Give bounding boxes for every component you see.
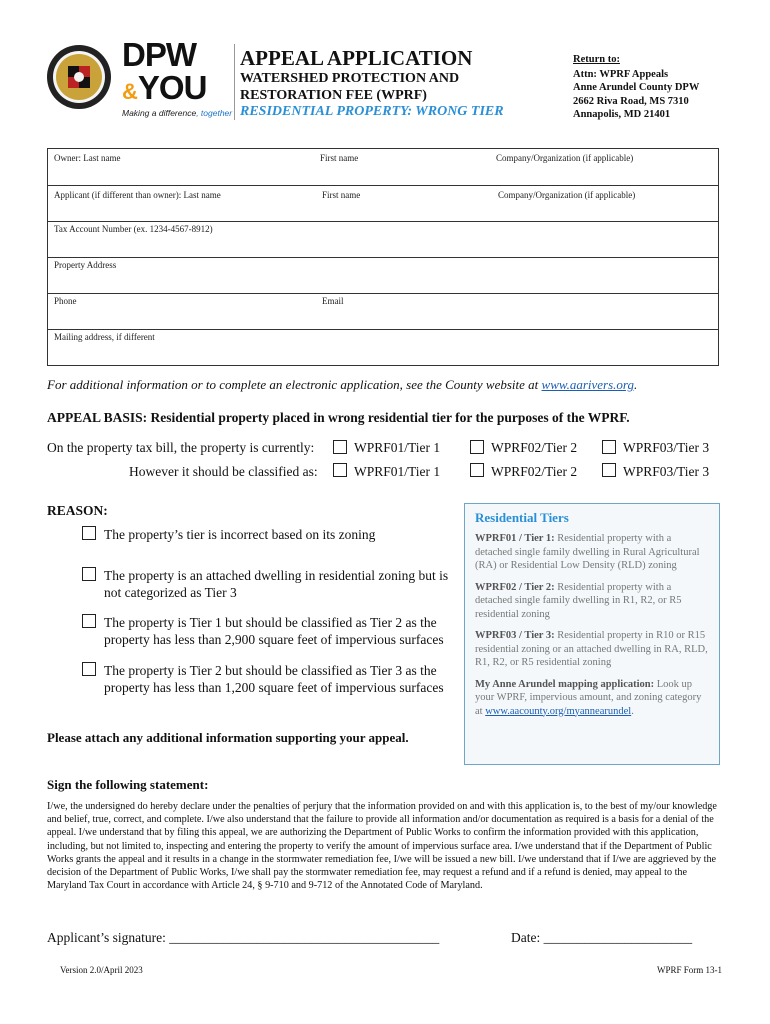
- return-line: Attn: WPRF Appeals: [573, 68, 669, 80]
- mapping-app-description: [475, 678, 709, 719]
- mapping-app-text: Look up your WPRF, impervious amount, and zoning category at: [475, 678, 702, 717]
- residential-tiers-panel: [464, 503, 720, 765]
- return-label: Return to:: [573, 54, 620, 65]
- current-tier2-label: WPRF02/Tier 2: [491, 440, 578, 455]
- property-address-field[interactable]: Property Address: [54, 260, 117, 270]
- tier1-title: WPRF01 / Tier 1:: [475, 533, 555, 544]
- reason-attached-checkbox[interactable]: [82, 567, 96, 581]
- info-text: For additional information or to complete an electronic application, see the County website at: [47, 377, 542, 392]
- mailing-row: [48, 329, 718, 368]
- email-field[interactable]: Email: [322, 296, 344, 306]
- tier1-description: [475, 532, 709, 573]
- should-be-tier3-checkbox[interactable]: [602, 463, 616, 477]
- return-line: Annapolis, MD 21401: [573, 109, 671, 120]
- dpw-logo-text: DPW: [122, 36, 196, 73]
- attach-instruction: Please attach any additional information supporting your appeal.: [47, 730, 409, 745]
- county-seal-logo: [46, 44, 112, 110]
- page-subtitle-tier: RESIDENTIAL PROPERTY: WRONG TIER: [240, 104, 504, 119]
- form-number-footer: WPRF Form 13-1: [657, 965, 723, 975]
- tier2-title: WPRF02 / Tier 2:: [475, 581, 555, 593]
- reason-heading: REASON:: [47, 503, 108, 518]
- reason-attached-label: The property is an attached dwelling in residential zoning but is not categorized as Tier 3: [104, 568, 449, 600]
- tier3-text: Residential property in R10 or R15 residential zoning or an attached dwelling in RA, RLD, R1, R2, or R5 residential zoning: [475, 630, 708, 668]
- sign-heading: Sign the following statement:: [47, 777, 209, 792]
- owner-last-name-field[interactable]: Owner: Last name: [54, 153, 121, 163]
- return-line: Anne Arundel County DPW: [573, 82, 700, 93]
- owner-row: [48, 149, 718, 185]
- current-tier1-label: WPRF01/Tier 1: [354, 440, 441, 455]
- should-be-tier1-label: WPRF01/Tier 1: [354, 464, 441, 479]
- reason-zoning-label: The property’s tier is incorrect based on its zoning: [104, 527, 376, 542]
- perjury-statement: I/we, the undersigned do hereby declare under the penalties of perjury that the information provided on and with this application is, to the best of my/our knowledge and belief, true, correct, and complete. I/we also understand that the failure to provide all information and/or documentation as required is a basis for a denial of the appeal. I/we understand that by filing this appeal, we are authorizing the Department of Public Works to confirm the information provided with this application, including, but not limited to, inspecting and entering the property to verify the amount of impervious surface area. I/we understand that if the Department of Public Works grants the appeal and it results in a change in the stormwater remediation fee, I/we will be issued a new bill. I/we understand that if I/we are aggrieved by the decision of the Department of Public Works, I/we shall pay the stormwater remediation fee, may request a refund and if a refund is denied, may appeal to the Maryland Tax Court in accordance with Article 24, § 9-710 and 9-712 of the Annotated Code of Maryland.: [47, 801, 717, 892]
- reason-tier1-to-tier2-checkbox[interactable]: [82, 614, 96, 628]
- should-be-tier1-checkbox[interactable]: [333, 463, 347, 477]
- owner-company-field[interactable]: Company/Organization (if applicable): [496, 153, 634, 163]
- owner-first-name-field[interactable]: First name: [320, 153, 359, 163]
- tier1-text: Residential property with a detached single family dwelling in Rural Agricultural (RA) or Residential Low Density (RLD) zoning: [475, 533, 700, 571]
- contact-row: [48, 293, 718, 330]
- appeal-basis-heading: APPEAL BASIS: Residential property placed in wrong residential tier for the purposes of the WPRF.: [47, 410, 630, 425]
- current-tier3-checkbox[interactable]: [602, 440, 616, 454]
- ampersand-logo: &: [122, 79, 138, 104]
- logo-tagline: [122, 108, 232, 118]
- info-end: .: [634, 377, 638, 392]
- logo-tagline-part-2: , together: [196, 108, 233, 118]
- tax-account-row: [48, 221, 718, 258]
- mapping-app-link[interactable]: www.aacounty.org/myannearundel: [485, 705, 632, 717]
- return-line: 2662 Riva Road, MS 7310: [573, 95, 689, 107]
- info-line: [47, 377, 637, 393]
- header-divider: [234, 44, 235, 120]
- tier3-description: [475, 629, 709, 670]
- subtitle-line-2: RESTORATION FEE (WPRF): [240, 88, 427, 103]
- subtitle-line-1: WATERSHED PROTECTION AND: [240, 71, 460, 86]
- reason-zoning-checkbox[interactable]: [82, 526, 96, 540]
- mapping-app-end: .: [631, 705, 634, 717]
- current-tier1-checkbox[interactable]: [333, 440, 347, 454]
- applicant-company-field[interactable]: Company/Organization (if applicable): [498, 190, 636, 200]
- phone-field[interactable]: Phone: [54, 296, 77, 306]
- applicant-first-name-field[interactable]: First name: [322, 190, 361, 200]
- should-be-tier3-label: WPRF03/Tier 3: [623, 464, 710, 479]
- tier3-title: WPRF03 / Tier 3:: [475, 630, 555, 641]
- current-tier3-label: WPRF03/Tier 3: [623, 440, 710, 455]
- applicant-form: [47, 148, 719, 366]
- return-address: [573, 53, 699, 122]
- mapping-app-title: My Anne Arundel mapping application:: [475, 678, 655, 690]
- mailing-address-field[interactable]: Mailing address, if different: [54, 332, 155, 342]
- should-be-tier2-checkbox[interactable]: [470, 463, 484, 477]
- current-tier-question: On the property tax bill, the property is currently:: [47, 440, 315, 455]
- page-title: APPEAL APPLICATION: [240, 46, 473, 70]
- tax-account-field[interactable]: Tax Account Number (ex. 1234-4567-8912): [54, 224, 213, 234]
- date-line[interactable]: Date: ______________________: [511, 930, 693, 945]
- reason-tier2-to-tier3-checkbox[interactable]: [82, 662, 96, 676]
- should-be-tier2-label: WPRF02/Tier 2: [491, 464, 578, 479]
- should-be-tier-question: However it should be classified as:: [129, 464, 318, 479]
- version-footer: Version 2.0/April 2023: [60, 965, 143, 975]
- property-address-row: [48, 257, 718, 294]
- aarivers-link[interactable]: www.aarivers.org: [541, 377, 635, 392]
- logo-tagline-part-1: Making a difference: [122, 108, 197, 118]
- you-logo-text: [122, 69, 207, 107]
- page-subtitle: [240, 70, 540, 104]
- reason-tier2-to-tier3-label: The property is Tier 2 but should be classified as Tier 3 as the property has less than 1,200 square feet of impervious surfaces: [104, 663, 444, 695]
- applicant-row: [48, 185, 718, 222]
- reason-tier1-to-tier2-label: The property is Tier 1 but should be classified as Tier 2 as the property has less than 2,900 square feet of impervious surfaces: [104, 615, 444, 647]
- current-tier2-checkbox[interactable]: [470, 440, 484, 454]
- tier2-description: [475, 581, 709, 622]
- tier2-text: Residential property with a detached single family dwelling in R1, R2, or R5 residential zoning: [475, 581, 682, 620]
- residential-tiers-heading: Residential Tiers: [475, 510, 569, 525]
- you-logo-word: YOU: [137, 69, 207, 106]
- applicant-last-name-field[interactable]: Applicant (if different than owner): Last name: [54, 190, 221, 200]
- signature-line[interactable]: Applicant’s signature: ________________________________________: [47, 930, 440, 945]
